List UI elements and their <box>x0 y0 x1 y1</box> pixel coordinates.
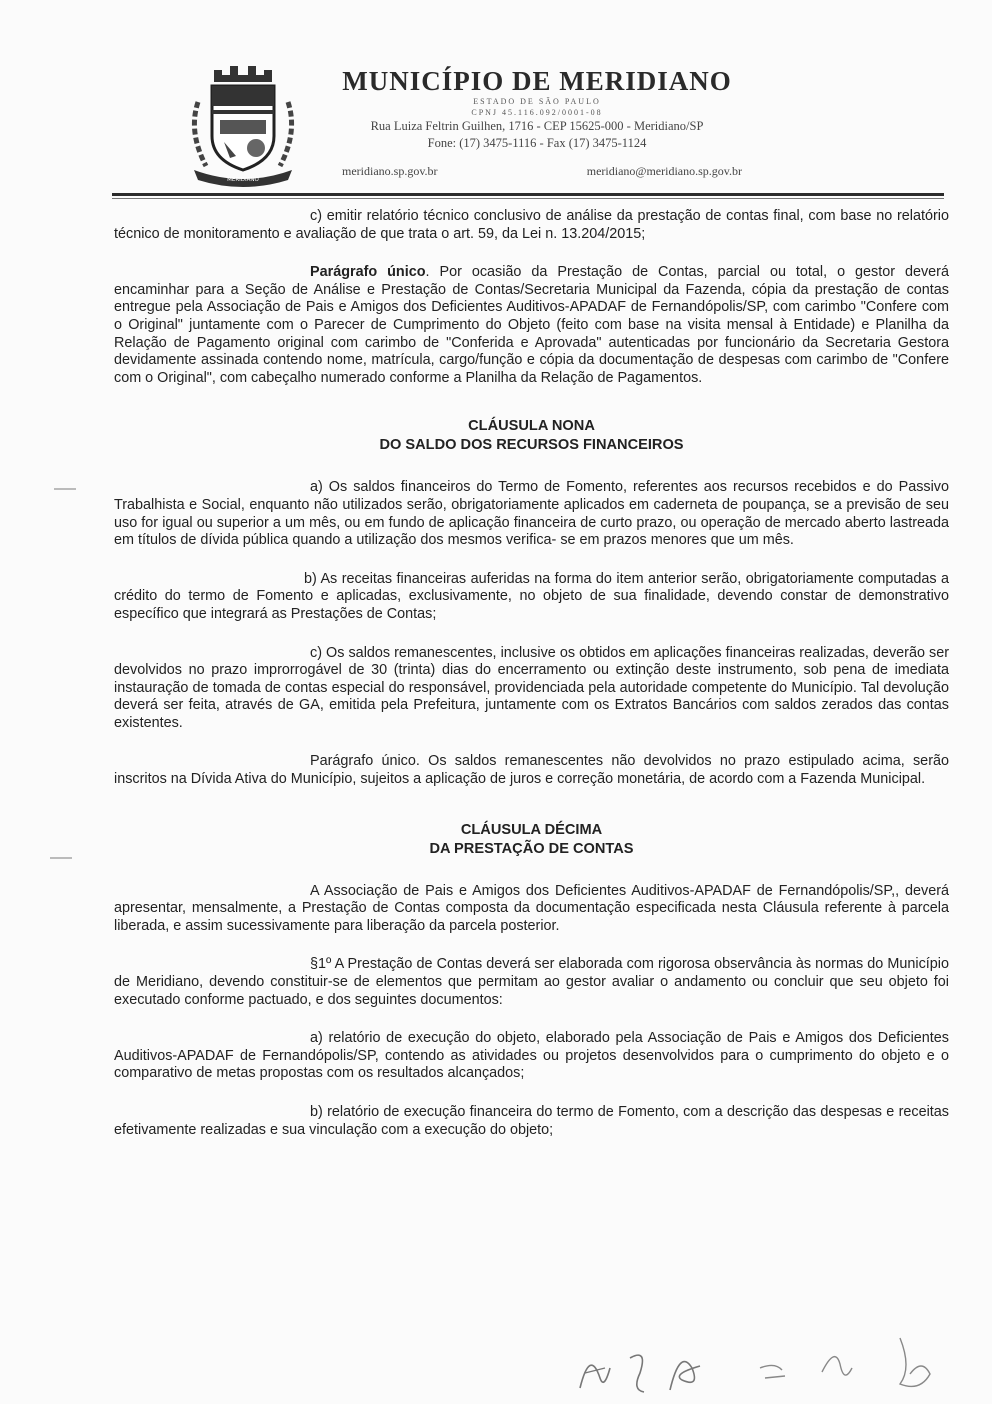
address-line: Rua Luiza Feltrin Guilhen, 1716 - CEP 15625-000 - Meridiano/SP <box>370 119 704 133</box>
clause-ten-intro: A Associação de Pais e Amigos dos Deficientes Auditivos-APADAF de Fernandópolis/SP,, deverá apresentar, mensalmente, a Prestação de Contas composta da documentação especificada nesta Cláusula referente à parcela liberada, e assim sucessivamente para liberação da parcela posterior. <box>114 882 949 934</box>
clause-ten-subtitle: DA PRESTAÇÃO DE CONTAS <box>429 840 634 857</box>
clause-ten-item-b: b) relatório de execução financeira do termo de Fomento, com a descrição das despesas e receitas efetivamente realizadas e sua vinculação com a execução do objeto; <box>114 1104 949 1138</box>
clause-nine-title: CLÁUSULA NONA <box>468 418 595 435</box>
header-divider-thin <box>112 198 944 199</box>
letterhead <box>112 58 944 198</box>
state-line: ESTADO DE SÃO PAULO <box>473 97 601 106</box>
clause-nine-item-a: a) Os saldos financeiros do Termo de Fomento, referentes aos recursos recebidos e do Passivo Trabalhista e Social, enquanto não utilizados serão, obrigatoriamente aplicados em caderneta de poupança, se a previsão de seu uso for igual ou superior a um mês, ou em fundo de aplicação financeira de curto prazo, ou operação de mercado aberto lastreada em títulos de dívida pública quando a utilização dos mesmos verifica- se em prazos menores que um mês. <box>114 479 949 549</box>
clause-nine-item-b: b) As receitas financeiras auferidas na forma do item anterior serão, obrigatoriamente computadas a crédito do termo de Fomento e aplicadas, exclusivamente, no objeto de sua finalidade, devendo constar de demonstrativo específico que integrará as Prestações de Contas; <box>114 570 949 622</box>
municipal-coat-of-arms-icon <box>184 62 302 190</box>
paragraph-sole-label: Parágrafo único <box>310 264 426 281</box>
paragraph-item-c: c) emitir relatório técnico conclusivo de análise da prestação de contas final, com base no relatório técnico de monitoramento e avaliação de que trata o art. 59, da Lei n. 13.204/2015; <box>114 208 949 242</box>
clause-nine-heading <box>114 417 949 455</box>
svg-text:MERIDIANO: MERIDIANO <box>227 177 259 183</box>
punch-hole-mark <box>54 488 76 490</box>
punch-hole-mark <box>50 857 72 859</box>
clause-nine-item-c: c) Os saldos remanescentes, inclusive os obtidos em aplicações financeiras realizadas, deverão ser devolvidos no prazo improrrogável de 30 (trinta) dias do encerramento ou extinção deste instrumento, sob pena de imediata instauração de tomada de contas especial do responsável, providenciada pela autoridade competente do Município. Tal devolução deverá ser feita, através de GA, emitida pela Prefeitura, juntamente com os Extratos Bancários com saldos zerados das contas existentes. <box>114 644 949 731</box>
clause-nine-sole-paragraph: Parágrafo único. Os saldos remanescentes não devolvidos no prazo estipulado acima, serão inscritos na Dívida Ativa do Município, sujeitos a aplicação de juros e correção monetária, de acordo com a Fazenda Municipal. <box>114 753 949 788</box>
paragraph-sole <box>114 264 949 387</box>
municipality-title: MUNICÍPIO DE MERIDIANO <box>342 66 732 96</box>
clause-ten-title: CLÁUSULA DÉCIMA <box>460 821 603 838</box>
website-link[interactable]: meridiano.sp.gov.br <box>342 164 438 178</box>
email-link[interactable]: meridiano@meridiano.sp.gov.br <box>586 164 742 178</box>
clause-ten-item-a: a) relatório de execução do objeto, elaborado pela Associação de Pais e Amigos dos Deficientes Auditivos-APADAF de Fernandópolis/SP, contendo as atividades ou projetos desenvolvidos para o cumprimento do objeto e o comparativo de metas propostas com os resultados alcançados; <box>114 1030 949 1082</box>
header-divider <box>112 193 944 196</box>
cnpj-line: CPNJ 45.116.092/0001-08 <box>471 108 603 117</box>
document-body <box>114 208 949 1160</box>
handwritten-initials <box>560 1328 980 1398</box>
clause-ten-heading <box>114 821 949 859</box>
paragraph-sole-text: . Por ocasião da Prestação de Contas, parcial ou total, o gestor deverá encaminhar para a Seção de Análise e Prestação de Contas/Secretaria Municipal da Fazenda, cópia da prestação de contas entregue pela Associação de Pais e Amigos dos Deficientes Auditivos-APADAF de Fernandópolis/SP, com carimbo "Confere com o Original" juntamente com o Parecer de Cumprimento do Objeto (feito com base na visita mensal à Entidade) e Planilha da Relação de Pagamento original com carimbo de "Conferida e Aprovada" autenticadas por funcionário da Secretaria Gestora devidamente assinada contendo nome, matrícula, cargo/função e cópia da documentação de despesas com carimbo de "Confere com o Original", com cabeçalho numerado conforme a Planilha da Relação de Pagamentos. <box>114 264 949 386</box>
phone-line: Fone: (17) 3475-1116 - Fax (17) 3475-1124 <box>427 136 647 150</box>
clause-nine-subtitle: DO SALDO DOS RECURSOS FINANCEIROS <box>379 437 684 454</box>
clause-ten-section-1: §1º A Prestação de Contas deverá ser elaborada com rigorosa observância às normas do Município de Meridiano, devendo constituir-se de elementos que permitam ao gestor avaliar o andamento ou concluir que seu objeto foi executado conforme pactuado, e dos seguintes documentos: <box>114 956 949 1008</box>
